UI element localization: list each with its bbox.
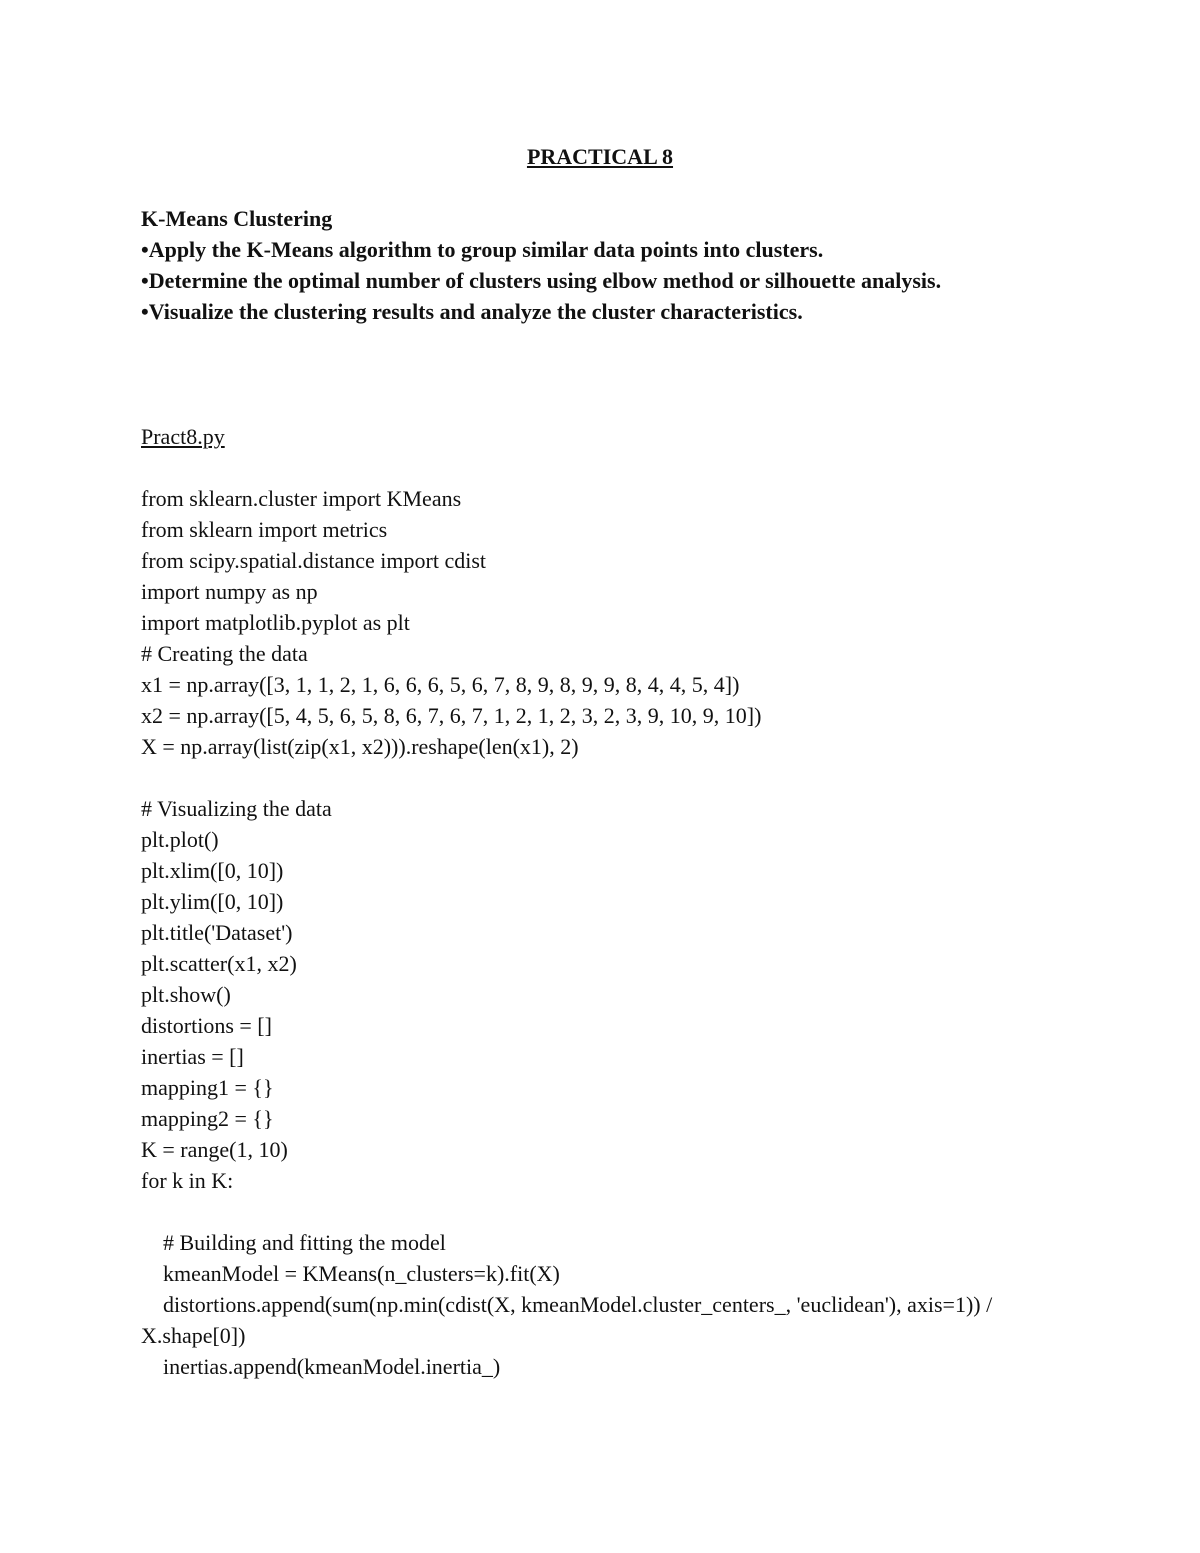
page-title: PRACTICAL 8 xyxy=(526,144,674,169)
code-line: x1 = np.array([3, 1, 1, 2, 1, 6, 6, 6, 5, 6, 7, 8, 9, 8, 9, 9, 8, 4, 4, 5, 4]) xyxy=(141,672,740,697)
objective-item: •Determine the optimal number of clusters using elbow method or silhouette analysis. xyxy=(141,268,942,293)
code-line: plt.scatter(x1, x2) xyxy=(141,951,297,976)
code-line: from sklearn import metrics xyxy=(141,517,388,542)
objective-item: •Visualize the clustering results and analyze the cluster characteristics. xyxy=(141,299,803,324)
objective-item: •Apply the K-Means algorithm to group similar data points into clusters. xyxy=(141,237,824,262)
code-comment: # Building and fitting the model xyxy=(141,1230,446,1255)
code-line: X.shape[0]) xyxy=(141,1323,246,1348)
code-line: mapping1 = {} xyxy=(141,1075,274,1100)
code-line: import matplotlib.pyplot as plt xyxy=(141,610,410,635)
blank-line xyxy=(141,1196,1101,1227)
code-line: from scipy.spatial.distance import cdist xyxy=(141,548,486,573)
code-line: inertias.append(kmeanModel.inertia_) xyxy=(141,1354,501,1379)
code-line: plt.plot() xyxy=(141,827,219,852)
code-line: plt.title('Dataset') xyxy=(141,920,293,945)
code-line: K = range(1, 10) xyxy=(141,1137,288,1162)
code-line: x2 = np.array([5, 4, 5, 6, 5, 8, 6, 7, 6, 7, 1, 2, 1, 2, 3, 2, 3, 9, 10, 9, 10]) xyxy=(141,703,762,728)
code-line: plt.xlim([0, 10]) xyxy=(141,858,284,883)
code-listing xyxy=(141,483,1101,1382)
code-line: inertias = [] xyxy=(141,1044,244,1069)
objectives-section xyxy=(141,203,1101,327)
code-line: plt.ylim([0, 10]) xyxy=(141,889,284,914)
section-heading: K-Means Clustering xyxy=(141,206,333,231)
code-line: distortions.append(sum(np.min(cdist(X, kmeanModel.cluster_centers_, 'euclidean'), axis=1)) / xyxy=(141,1292,993,1317)
code-line: mapping2 = {} xyxy=(141,1106,274,1131)
code-line: plt.show() xyxy=(141,982,231,1007)
blank-line xyxy=(141,762,1101,793)
code-line: kmeanModel = KMeans(n_clusters=k).fit(X) xyxy=(141,1261,560,1286)
code-filename: Pract8.py xyxy=(141,424,225,449)
code-line: from sklearn.cluster import KMeans xyxy=(141,486,462,511)
code-comment: # Creating the data xyxy=(141,641,308,666)
code-line: distortions = [] xyxy=(141,1013,272,1038)
code-line: import numpy as np xyxy=(141,579,318,604)
code-line: X = np.array(list(zip(x1, x2))).reshape(len(x1), 2) xyxy=(141,734,579,759)
code-comment: # Visualizing the data xyxy=(141,796,332,821)
code-line: for k in K: xyxy=(141,1168,234,1193)
